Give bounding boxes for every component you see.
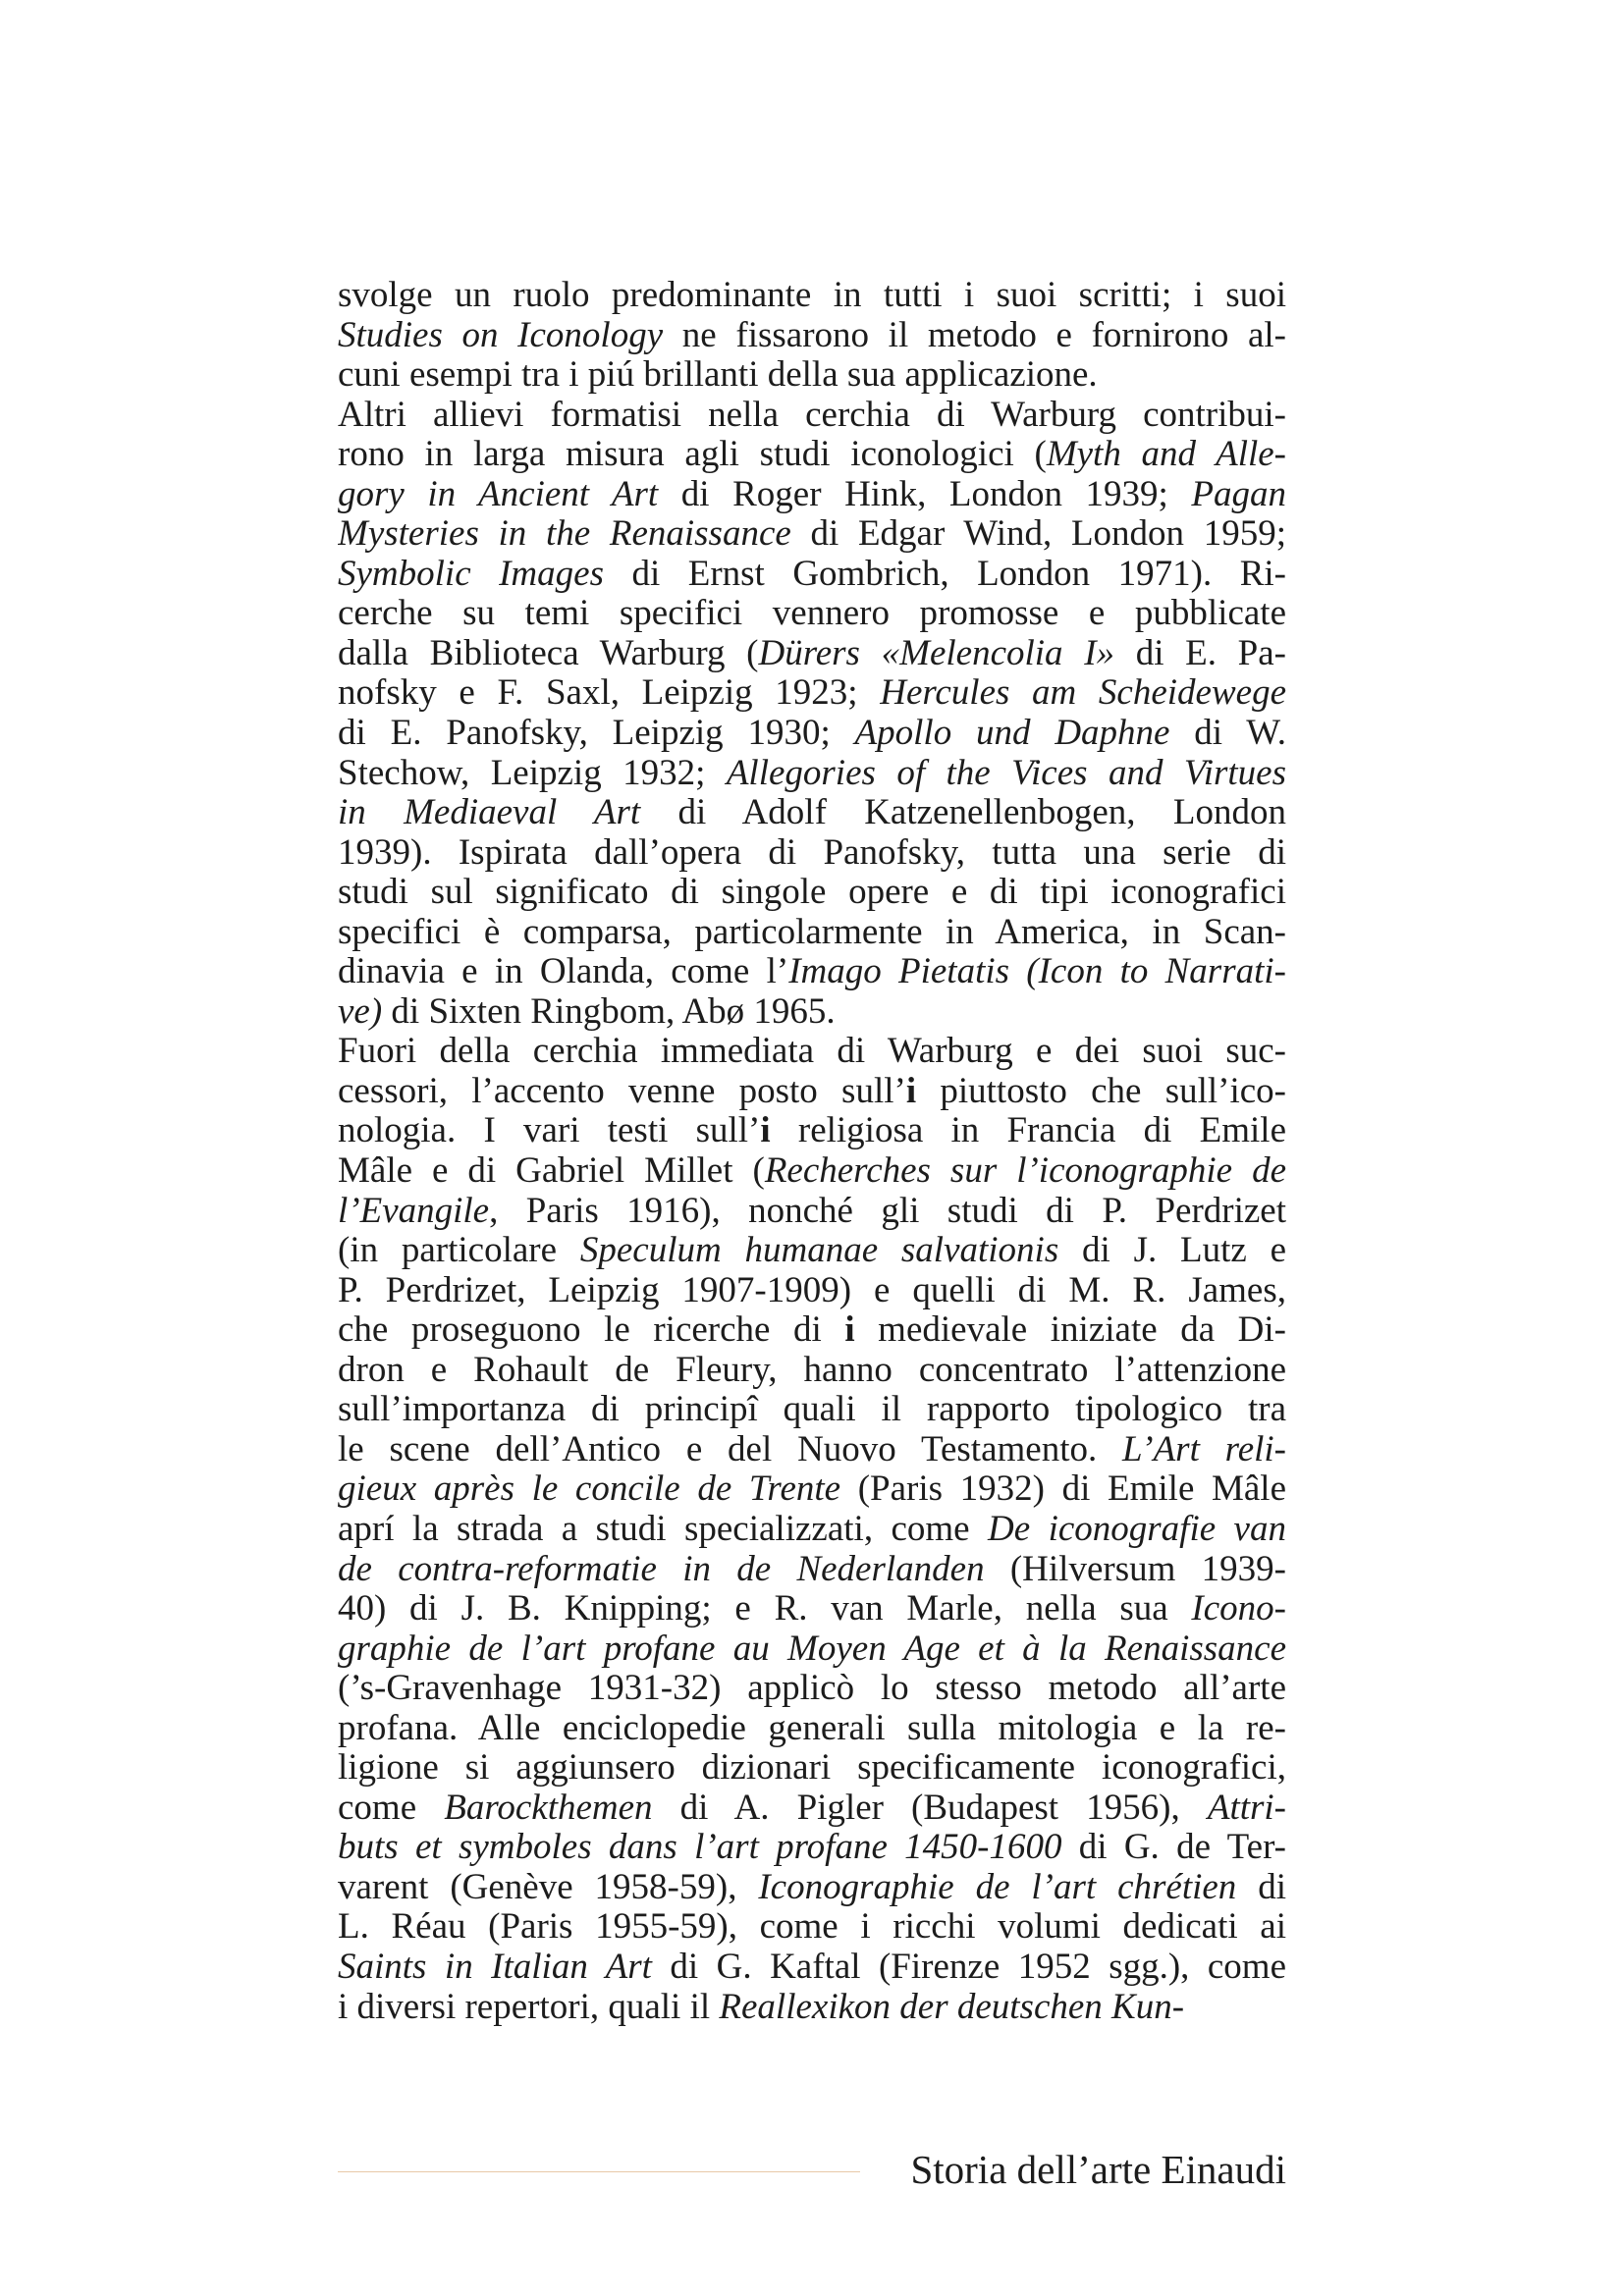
text-segment: (in particolare — [338, 1231, 580, 1271]
paragraph — [338, 276, 1286, 396]
text-segment: (Hilversum 1939- — [984, 1549, 1286, 1589]
italic-text: Studies on Iconology — [338, 315, 664, 355]
text-line — [338, 1430, 1286, 1470]
italic-text: Dürers «Melencolia I» — [758, 633, 1115, 673]
italic-text: l’Evangile — [338, 1191, 490, 1231]
text-segment: ligione si aggiunsero dizionari specificamente iconografici, — [338, 1748, 1286, 1789]
italic-text: graphie de l’art profane au Moyen Age et à la Renaissance — [338, 1629, 1286, 1669]
text-line — [338, 1748, 1286, 1789]
text-segment: di W. — [1169, 714, 1286, 754]
paragraph — [338, 396, 1286, 1033]
text-line — [338, 1111, 1286, 1151]
italic-text: ve) — [338, 991, 383, 1032]
bold-text: i — [844, 1310, 855, 1351]
italic-text: gory in Ancient Art — [338, 474, 659, 514]
text-line — [338, 1988, 1286, 2028]
text-segment: cuni esempi tra i piú brillanti della sua applicazione. — [338, 355, 1098, 396]
text-line — [338, 714, 1286, 754]
text-segment: piuttosto che sull’ico- — [916, 1071, 1286, 1111]
text-line — [338, 1271, 1286, 1311]
text-line — [338, 1669, 1286, 1709]
bold-text: i — [760, 1111, 771, 1151]
text-segment: nofsky e F. Saxl, Leipzig 1923; — [338, 673, 881, 714]
text-line — [338, 793, 1286, 833]
text-line — [338, 1550, 1286, 1590]
text-segment: di Adolf Katzenellenbogen, London — [640, 793, 1286, 833]
italic-text: Hercules am Scheidewege — [880, 673, 1286, 714]
italic-text: Attri- — [1207, 1788, 1286, 1828]
text-line — [338, 316, 1286, 356]
text-segment: Stechow, Leipzig 1932; — [338, 753, 727, 793]
text-line — [338, 754, 1286, 794]
italic-text: Allegories of the Vices and Virtues — [726, 753, 1286, 793]
text-segment: P. Perdrizet, Leipzig 1907-1909) e quelli di M. R. James, — [338, 1270, 1286, 1310]
text-line — [338, 435, 1286, 475]
text-segment: Mâle e di Gabriel Millet ( — [338, 1151, 765, 1192]
italic-text: Symbolic Images — [338, 554, 604, 594]
text-line — [338, 475, 1286, 515]
text-segment: 1939). Ispirata dall’opera di Panofsky, tutta una serie di — [338, 832, 1286, 873]
paragraph — [338, 1032, 1286, 2027]
text-line — [338, 1868, 1286, 1908]
text-segment: nologia. I vari testi sull’ — [338, 1111, 761, 1151]
text-segment: le scene dell’Antico e del Nuovo Testamento. — [338, 1429, 1123, 1469]
text-segment: di J. Lutz e — [1058, 1231, 1286, 1271]
footer-rule — [338, 2171, 860, 2172]
text-line — [338, 1192, 1286, 1232]
text-segment: sull’importanza di principî quali il rapporto tipologico tra — [338, 1390, 1286, 1430]
text-segment: di Edgar Wind, London 1959; — [790, 514, 1286, 555]
italic-text: L’Art reli- — [1122, 1429, 1286, 1469]
italic-text: Mysteries in the Renaissance — [338, 514, 791, 555]
text-segment: di E. Panofsky, Leipzig 1930; — [338, 714, 855, 754]
text-segment: varent (Genève 1958-59), — [338, 1867, 759, 1907]
text-segment: dalla Biblioteca Warburg ( — [338, 633, 759, 673]
text-line — [338, 396, 1286, 436]
italic-text: gieux après le concile de Trente — [338, 1469, 841, 1510]
text-segment: di Roger Hink, London 1939; — [658, 474, 1192, 514]
text-line — [338, 1469, 1286, 1510]
bold-text: i — [905, 1071, 917, 1111]
text-segment: specifici è comparsa, particolarmente in America, in Scan- — [338, 912, 1286, 952]
text-line — [338, 1351, 1286, 1391]
italic-text: De iconografie van — [988, 1509, 1286, 1549]
text-segment: religiosa in Francia di Emile — [770, 1111, 1286, 1151]
text-line — [338, 634, 1286, 674]
italic-text: Icono- — [1191, 1589, 1286, 1629]
text-line — [338, 1828, 1286, 1868]
text-line — [338, 514, 1286, 555]
text-segment: profana. Alle enciclopedie generali sulla mitologia e la re- — [338, 1708, 1286, 1748]
text-segment: rono in larga misura agli studi iconologici ( — [338, 435, 1047, 475]
text-line — [338, 555, 1286, 595]
italic-text: Reallexikon der deutschen Kun- — [719, 1987, 1185, 2027]
text-segment: medievale iniziate da Di- — [854, 1310, 1286, 1351]
text-segment: di G. Kaftal (Firenze 1952 sgg.), come — [651, 1947, 1286, 1987]
text-line — [338, 594, 1286, 634]
text-line — [338, 673, 1286, 714]
italic-text: Iconographie de l’art chrétien — [758, 1867, 1237, 1907]
text-line — [338, 952, 1286, 992]
text-line — [338, 1709, 1286, 1749]
body-text — [338, 276, 1286, 2027]
italic-text: buts et symboles dans l’art profane 1450-1600 — [338, 1828, 1062, 1868]
text-segment: come — [338, 1788, 445, 1828]
text-segment: di G. de Ter- — [1061, 1828, 1286, 1868]
text-line — [338, 276, 1286, 316]
text-segment: di — [1236, 1867, 1286, 1907]
text-segment: di E. Pa- — [1114, 633, 1286, 673]
text-segment: L. Réau (Paris 1955-59), come i ricchi volumi dedicati ai — [338, 1907, 1286, 1948]
text-segment: ne fissarono il metodo e fornirono al- — [663, 315, 1286, 355]
text-line — [338, 1032, 1286, 1072]
text-line — [338, 1072, 1286, 1112]
italic-text: Pagan — [1191, 474, 1286, 514]
text-segment: aprí la strada a studi specializzati, come — [338, 1509, 989, 1549]
italic-text: in Mediaeval Art — [338, 793, 641, 833]
italic-text: de contra-reformatie in de Nederlanden — [338, 1549, 985, 1589]
text-segment: dron e Rohault de Fleury, hanno concentrato l’attenzione — [338, 1350, 1286, 1390]
italic-text: Imago Pietatis (Icon to Narrati- — [788, 952, 1286, 992]
text-line — [338, 1789, 1286, 1829]
text-segment: (’s-Gravenhage 1931-32) applicò lo stesso metodo all’arte — [338, 1669, 1286, 1709]
italic-text: Recherches sur l’iconographie de — [764, 1151, 1286, 1192]
text-segment: , Paris 1916), nonché gli studi di P. Perdrizet — [489, 1191, 1286, 1231]
text-segment: di Ernst Gombrich, London 1971). Ri- — [603, 554, 1286, 594]
text-line — [338, 1231, 1286, 1271]
text-segment: (Paris 1932) di Emile Mâle — [840, 1469, 1286, 1510]
text-segment: cerche su temi specifici vennero promosse e pubblicate — [338, 594, 1286, 634]
text-segment: studi sul significato di singole opere e di tipi iconografici — [338, 873, 1286, 913]
italic-text: Saints in Italian Art — [338, 1947, 652, 1987]
text-line — [338, 1948, 1286, 1988]
text-line — [338, 913, 1286, 953]
text-line — [338, 873, 1286, 913]
text-line — [338, 1629, 1286, 1670]
text-line — [338, 1310, 1286, 1351]
text-line — [338, 355, 1286, 396]
text-line — [338, 1907, 1286, 1948]
text-line — [338, 1510, 1286, 1550]
text-segment: Fuori della cerchia immediata di Warburg e dei suoi suc- — [338, 1032, 1286, 1072]
text-segment: di A. Pigler (Budapest 1956), — [652, 1788, 1208, 1828]
footer-title: Storia dell’arte Einaudi — [910, 2147, 1286, 2192]
text-segment: Altri allievi formatisi nella cerchia di Warburg contribui- — [338, 395, 1286, 435]
text-segment: svolge un ruolo predominante in tutti i suoi scritti; i suoi — [338, 276, 1286, 315]
text-segment: cessori, l’accento venne posto sull’ — [338, 1071, 906, 1111]
text-segment: i diversi repertori, quali il — [338, 1987, 720, 2027]
text-line — [338, 992, 1286, 1033]
text-segment: 40) di J. B. Knipping; e R. van Marle, nella sua — [338, 1589, 1192, 1629]
italic-text: Apollo und Daphne — [854, 714, 1170, 754]
text-line — [338, 1589, 1286, 1629]
italic-text: Barockthemen — [444, 1788, 653, 1828]
text-segment: di Sixten Ringbom, Abø 1965. — [382, 991, 836, 1032]
text-line — [338, 1151, 1286, 1192]
text-segment: dinavia e in Olanda, come l’ — [338, 952, 789, 992]
italic-text: Speculum humanae salvationis — [579, 1231, 1059, 1271]
text-segment: che proseguono le ricerche di — [338, 1310, 845, 1351]
text-line — [338, 833, 1286, 874]
text-line — [338, 1390, 1286, 1430]
italic-text: Myth and Alle- — [1046, 435, 1286, 475]
